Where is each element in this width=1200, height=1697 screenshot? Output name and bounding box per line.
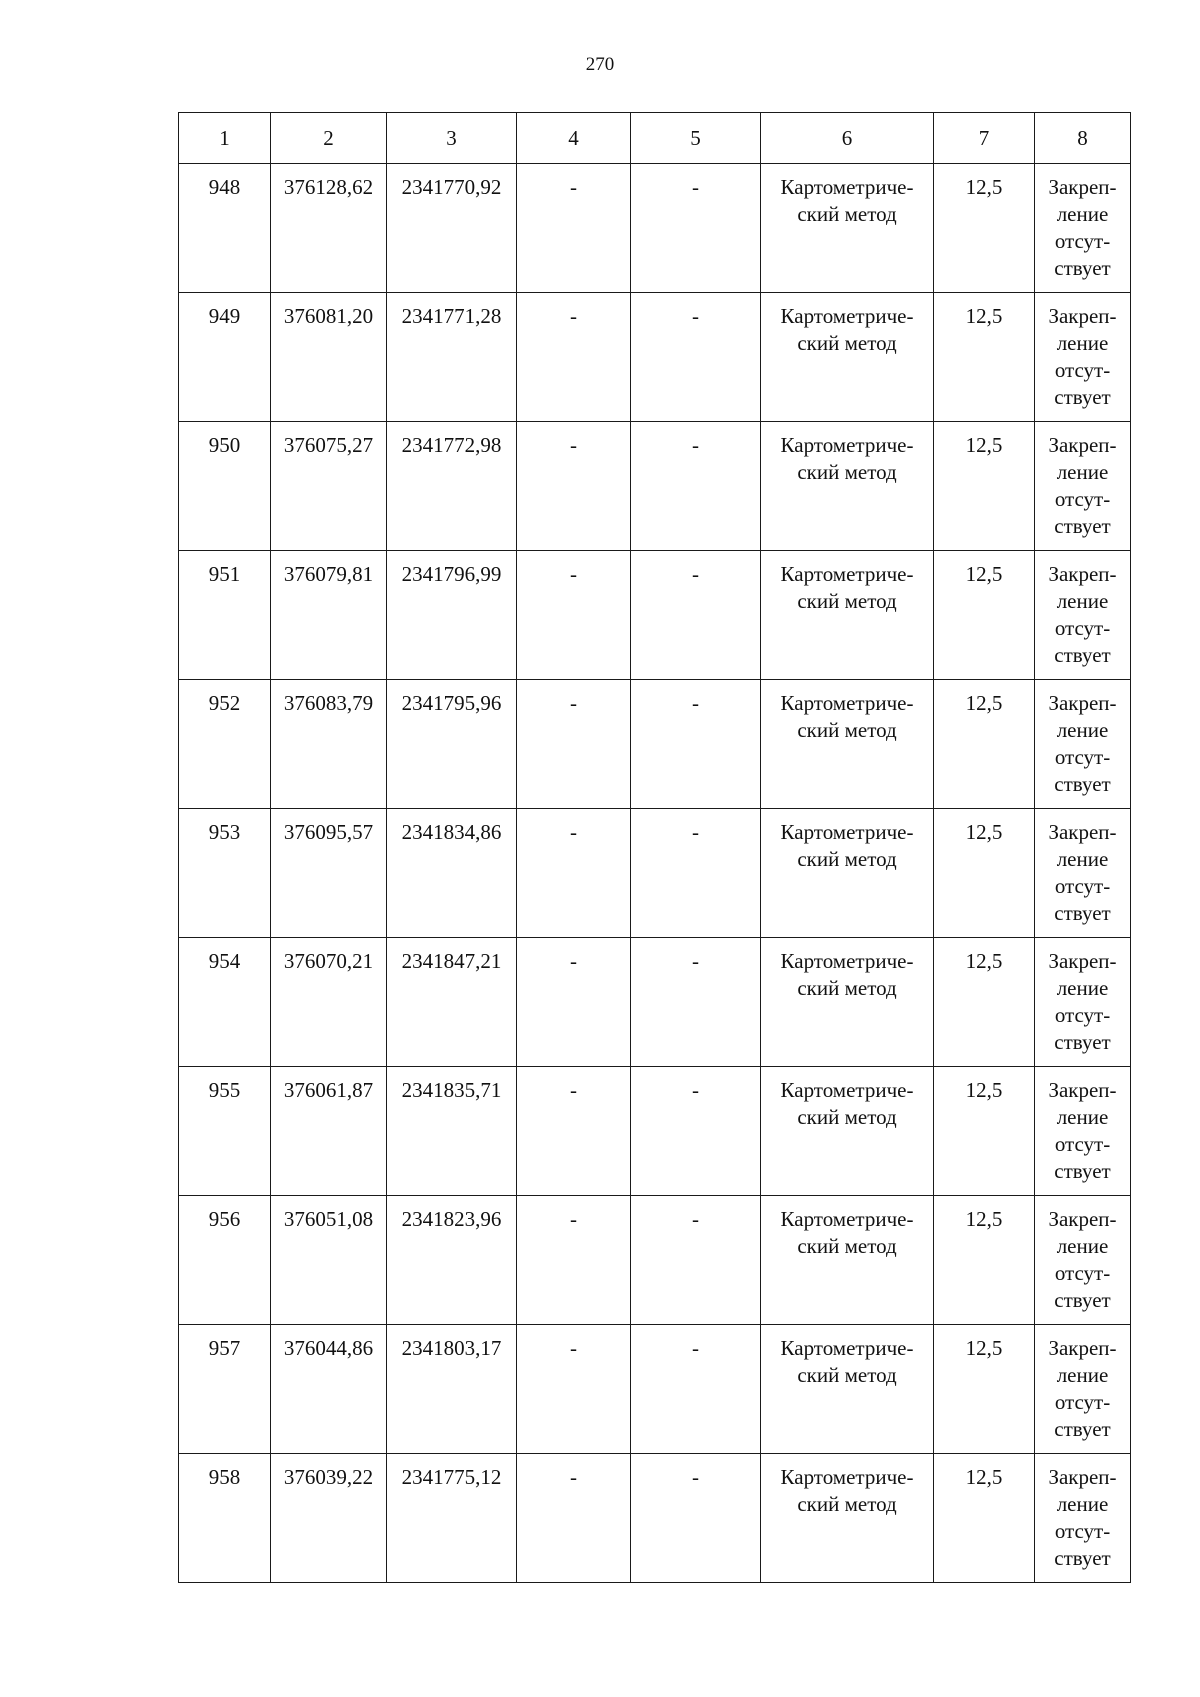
method-line: ский метод: [797, 718, 897, 742]
method-line: ский метод: [797, 331, 897, 355]
point-number-cell: 949: [179, 293, 271, 422]
column-4-cell: -: [517, 1325, 631, 1454]
column-5-cell: -: [631, 680, 761, 809]
table-header: [179, 113, 1131, 164]
note-line: ление: [1056, 976, 1109, 1000]
column-5-cell: -: [631, 293, 761, 422]
note-line: ствует: [1054, 256, 1111, 280]
point-number-cell: 952: [179, 680, 271, 809]
table-body: [179, 164, 1131, 1583]
column-4-cell: -: [517, 938, 631, 1067]
method-line: Картометриче-: [780, 562, 914, 586]
column-5-cell: -: [631, 809, 761, 938]
method-line: ский метод: [797, 1234, 897, 1258]
note-line: Закреп-: [1048, 820, 1117, 844]
x-coordinate-cell: 376051,08: [271, 1196, 387, 1325]
method-cell: [761, 809, 934, 938]
note-line: отсут-: [1054, 1390, 1111, 1414]
method-line: Картометриче-: [780, 1078, 914, 1102]
note-line: ление: [1056, 331, 1109, 355]
table-row: [179, 1067, 1131, 1196]
method-line: ский метод: [797, 1105, 897, 1129]
column-5-cell: -: [631, 551, 761, 680]
page-number: 270: [585, 54, 615, 75]
note-line: ление: [1056, 718, 1109, 742]
note-line: отсут-: [1054, 229, 1111, 253]
x-coordinate-cell: 376044,86: [271, 1325, 387, 1454]
y-coordinate-cell: 2341770,92: [387, 164, 517, 293]
column-header: 1: [179, 113, 271, 164]
table-row: [179, 809, 1131, 938]
accuracy-cell: 12,5: [934, 1196, 1035, 1325]
method-cell: [761, 293, 934, 422]
method-cell: [761, 680, 934, 809]
accuracy-cell: 12,5: [934, 1454, 1035, 1583]
x-coordinate-cell: 376128,62: [271, 164, 387, 293]
accuracy-cell: 12,5: [934, 422, 1035, 551]
method-line: ский метод: [797, 1363, 897, 1387]
method-line: ский метод: [797, 1492, 897, 1516]
method-line: Картометриче-: [780, 433, 914, 457]
note-line: отсут-: [1054, 874, 1111, 898]
point-number-cell: 950: [179, 422, 271, 551]
accuracy-cell: 12,5: [934, 293, 1035, 422]
note-line: ствует: [1054, 1159, 1111, 1183]
x-coordinate-cell: 376039,22: [271, 1454, 387, 1583]
y-coordinate-cell: 2341803,17: [387, 1325, 517, 1454]
y-coordinate-cell: 2341834,86: [387, 809, 517, 938]
header-row: [179, 113, 1131, 164]
column-header: 6: [761, 113, 934, 164]
y-coordinate-cell: 2341795,96: [387, 680, 517, 809]
note-line: ление: [1056, 460, 1109, 484]
point-number-cell: 951: [179, 551, 271, 680]
method-cell: [761, 1196, 934, 1325]
note-line: отсут-: [1054, 1132, 1111, 1156]
note-cell: [1035, 1325, 1131, 1454]
note-line: Закреп-: [1048, 304, 1117, 328]
method-line: Картометриче-: [780, 691, 914, 715]
accuracy-cell: 12,5: [934, 680, 1035, 809]
accuracy-cell: 12,5: [934, 1325, 1035, 1454]
x-coordinate-cell: 376075,27: [271, 422, 387, 551]
y-coordinate-cell: 2341796,99: [387, 551, 517, 680]
column-4-cell: -: [517, 1067, 631, 1196]
note-line: ствует: [1054, 514, 1111, 538]
note-line: отсут-: [1054, 358, 1111, 382]
note-line: ствует: [1054, 772, 1111, 796]
column-4-cell: -: [517, 551, 631, 680]
note-line: Закреп-: [1048, 433, 1117, 457]
y-coordinate-cell: 2341772,98: [387, 422, 517, 551]
table-row: [179, 1325, 1131, 1454]
table-row: [179, 422, 1131, 551]
column-4-cell: -: [517, 422, 631, 551]
column-4-cell: -: [517, 164, 631, 293]
note-line: Закреп-: [1048, 1465, 1117, 1489]
accuracy-cell: 12,5: [934, 938, 1035, 1067]
method-cell: [761, 551, 934, 680]
y-coordinate-cell: 2341775,12: [387, 1454, 517, 1583]
method-line: Картометриче-: [780, 820, 914, 844]
method-cell: [761, 1454, 934, 1583]
point-number-cell: 948: [179, 164, 271, 293]
column-5-cell: -: [631, 1454, 761, 1583]
note-cell: [1035, 293, 1131, 422]
column-5-cell: -: [631, 1325, 761, 1454]
note-line: Закреп-: [1048, 1078, 1117, 1102]
table-row: [179, 1454, 1131, 1583]
column-header: 4: [517, 113, 631, 164]
note-line: ствует: [1054, 1546, 1111, 1570]
table-row: [179, 680, 1131, 809]
note-line: ствует: [1054, 1288, 1111, 1312]
column-header: 8: [1035, 113, 1131, 164]
method-line: Картометриче-: [780, 1336, 914, 1360]
note-cell: [1035, 680, 1131, 809]
note-line: ствует: [1054, 1417, 1111, 1441]
table-row: [179, 164, 1131, 293]
column-header: 3: [387, 113, 517, 164]
column-header: 2: [271, 113, 387, 164]
note-line: отсут-: [1054, 1003, 1111, 1027]
note-line: отсут-: [1054, 745, 1111, 769]
point-number-cell: 954: [179, 938, 271, 1067]
column-5-cell: -: [631, 1067, 761, 1196]
note-cell: [1035, 1067, 1131, 1196]
method-cell: [761, 938, 934, 1067]
note-line: Закреп-: [1048, 691, 1117, 715]
note-line: Закреп-: [1048, 175, 1117, 199]
column-5-cell: -: [631, 164, 761, 293]
note-line: ствует: [1054, 643, 1111, 667]
accuracy-cell: 12,5: [934, 551, 1035, 680]
method-line: Картометриче-: [780, 304, 914, 328]
x-coordinate-cell: 376081,20: [271, 293, 387, 422]
point-number-cell: 956: [179, 1196, 271, 1325]
column-4-cell: -: [517, 1454, 631, 1583]
note-cell: [1035, 551, 1131, 680]
note-line: Закреп-: [1048, 1336, 1117, 1360]
x-coordinate-cell: 376095,57: [271, 809, 387, 938]
method-line: Картометриче-: [780, 949, 914, 973]
method-line: ский метод: [797, 976, 897, 1000]
x-coordinate-cell: 376070,21: [271, 938, 387, 1067]
x-coordinate-cell: 376083,79: [271, 680, 387, 809]
table-row: [179, 1196, 1131, 1325]
method-line: Картометриче-: [780, 175, 914, 199]
note-line: ление: [1056, 1363, 1109, 1387]
note-line: ление: [1056, 1105, 1109, 1129]
y-coordinate-cell: 2341847,21: [387, 938, 517, 1067]
column-5-cell: -: [631, 1196, 761, 1325]
note-cell: [1035, 1196, 1131, 1325]
note-line: отсут-: [1054, 1261, 1111, 1285]
method-line: Картометриче-: [780, 1207, 914, 1231]
method-line: Картометриче-: [780, 1465, 914, 1489]
note-line: отсут-: [1054, 1519, 1111, 1543]
note-line: отсут-: [1054, 616, 1111, 640]
note-line: ление: [1056, 589, 1109, 613]
y-coordinate-cell: 2341835,71: [387, 1067, 517, 1196]
point-number-cell: 957: [179, 1325, 271, 1454]
column-header: 7: [934, 113, 1035, 164]
accuracy-cell: 12,5: [934, 164, 1035, 293]
method-cell: [761, 1067, 934, 1196]
x-coordinate-cell: 376061,87: [271, 1067, 387, 1196]
method-line: ский метод: [797, 202, 897, 226]
note-line: ление: [1056, 1492, 1109, 1516]
table-row: [179, 938, 1131, 1067]
method-line: ский метод: [797, 589, 897, 613]
note-line: ление: [1056, 1234, 1109, 1258]
column-5-cell: -: [631, 422, 761, 551]
column-4-cell: -: [517, 1196, 631, 1325]
y-coordinate-cell: 2341771,28: [387, 293, 517, 422]
table-row: [179, 293, 1131, 422]
note-line: Закреп-: [1048, 1207, 1117, 1231]
note-line: отсут-: [1054, 487, 1111, 511]
method-line: ский метод: [797, 847, 897, 871]
column-4-cell: -: [517, 680, 631, 809]
coordinates-table: [178, 112, 1131, 1583]
y-coordinate-cell: 2341823,96: [387, 1196, 517, 1325]
column-header: 5: [631, 113, 761, 164]
accuracy-cell: 12,5: [934, 809, 1035, 938]
note-line: ление: [1056, 202, 1109, 226]
note-line: Закреп-: [1048, 562, 1117, 586]
note-line: ствует: [1054, 901, 1111, 925]
method-cell: [761, 1325, 934, 1454]
point-number-cell: 955: [179, 1067, 271, 1196]
method-line: ский метод: [797, 460, 897, 484]
point-number-cell: 958: [179, 1454, 271, 1583]
method-cell: [761, 422, 934, 551]
column-5-cell: -: [631, 938, 761, 1067]
column-4-cell: -: [517, 293, 631, 422]
note-line: ствует: [1054, 385, 1111, 409]
point-number-cell: 953: [179, 809, 271, 938]
note-line: ствует: [1054, 1030, 1111, 1054]
note-line: Закреп-: [1048, 949, 1117, 973]
note-cell: [1035, 809, 1131, 938]
note-cell: [1035, 1454, 1131, 1583]
note-cell: [1035, 938, 1131, 1067]
x-coordinate-cell: 376079,81: [271, 551, 387, 680]
note-line: ление: [1056, 847, 1109, 871]
method-cell: [761, 164, 934, 293]
column-4-cell: -: [517, 809, 631, 938]
note-cell: [1035, 422, 1131, 551]
accuracy-cell: 12,5: [934, 1067, 1035, 1196]
note-cell: [1035, 164, 1131, 293]
table-row: [179, 551, 1131, 680]
